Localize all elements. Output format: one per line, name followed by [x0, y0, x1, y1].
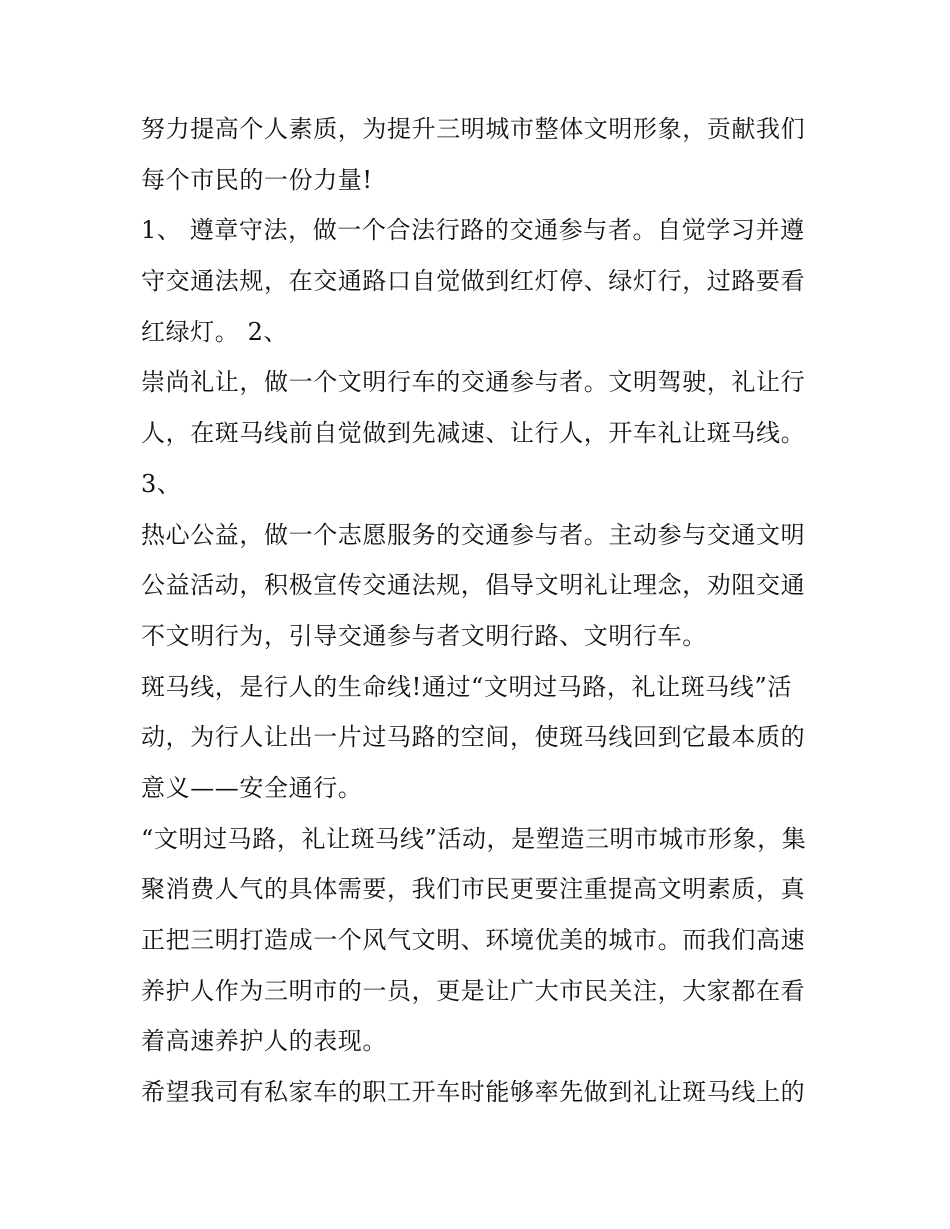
- text-line: 热心公益，做一个志愿服务的交通参与者。主动参与交通文明: [141, 520, 806, 549]
- text-line: 斑马线，是行人的生命线!通过“文明过马路，礼让斑马线”活: [141, 672, 792, 701]
- text-line: 养护人作为三明市的一员，更是让广大市民关注，大家都在看: [141, 976, 806, 1005]
- text-line: 3、: [141, 469, 182, 498]
- text-line: 人，在斑马线前自觉做到先减速、让行人，开车礼让斑马线。: [141, 419, 806, 448]
- text-line: 红绿灯。 2、: [141, 317, 289, 346]
- text-line: 聚消费人气的具体需要，我们市民更要注重提高文明素质，真: [141, 875, 806, 904]
- text-line: 着高速养护人的表现。: [141, 1027, 387, 1056]
- text-line: 努力提高个人素质，为提升三明城市整体文明形象，贡献我们: [141, 115, 806, 143]
- text-line: 意义——安全通行。: [141, 773, 363, 802]
- text-line: 1、 遵章守法，做一个合法行路的交通参与者。自觉学习并遵: [141, 216, 805, 245]
- text-line: 正把三明打造成一个风气文明、环境优美的城市。而我们高速: [141, 926, 806, 954]
- text-line: 每个市民的一份力量!: [141, 165, 373, 194]
- document-body: [141, 104, 811, 1118]
- text-line: 公益活动，积极宣传交通法规，倡导文明礼让理念，劝阻交通: [141, 571, 806, 600]
- text-line: “文明过马路，礼让斑马线”活动，是塑造三明市城市形象，集: [141, 824, 807, 853]
- text-line: 守交通法规，在交通路口自觉做到红灯停、绿灯行，过路要看: [141, 267, 806, 296]
- text-line: 动，为行人让出一片过马路的空间，使斑马线回到它最本质的: [141, 723, 806, 752]
- text-line: 希望我司有私家车的职工开车时能够率先做到礼让斑马线上的: [141, 1078, 806, 1107]
- text-line: 不文明行为，引导交通参与者文明行路、文明行车。: [141, 621, 707, 650]
- text-line: 崇尚礼让，做一个文明行车的交通参与者。文明驾驶，礼让行: [141, 368, 806, 397]
